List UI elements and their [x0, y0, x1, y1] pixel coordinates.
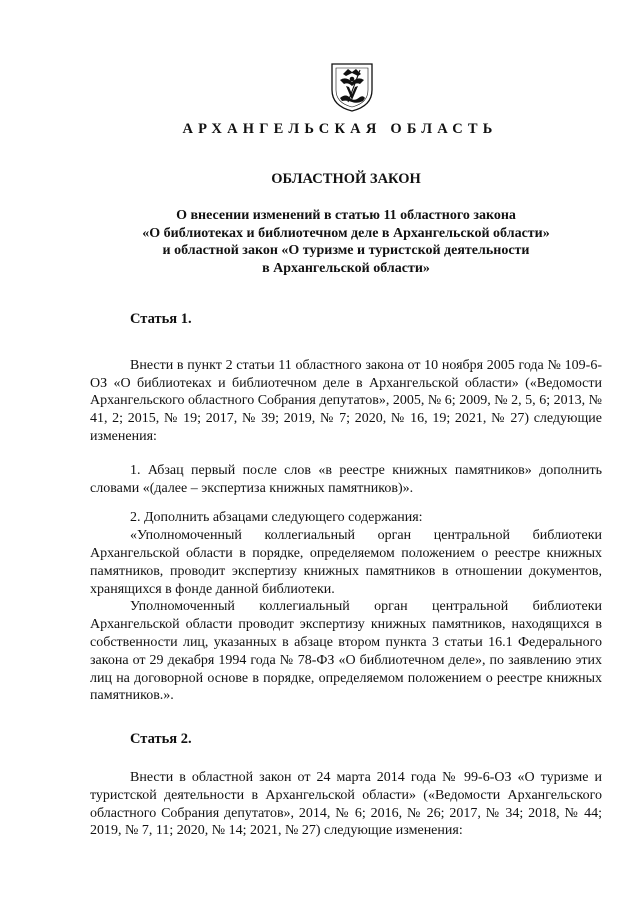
arkhangelsk-coat-of-arms-icon [330, 60, 374, 112]
law-title-line: в Архангельской области» [262, 260, 430, 276]
law-title [90, 207, 602, 277]
article-1-quote-2: Уполномоченный коллегиальный орган центральной библиотеки Архангельской области проводит экспертизу книжных памятников, находящихся в собственности лиц, указанных в абзаце втором пункта 3 статьи 16.1 Федерального закона от 29 декабря 1994 года № 78-ФЗ «О библиотечном деле», по заявлению этих лиц на договорной основе в порядке, определяемом положением о реестре книжных памятников.». [90, 599, 602, 704]
law-type: ОБЛАСТНОЙ ЗАКОН [271, 171, 421, 187]
region-name: АРХАНГЕЛЬСКАЯ ОБЛАСТЬ [182, 121, 498, 137]
article-2-intro: Внести в областной закон от 24 марта 2014 года № 99-6-ОЗ «О туризме и туристской деятельности в Архангельской области» («Ведомости Архангельского областного Собрания депутатов», 2014, № 6; 2016, № 26; 2017, № 34; 2018, № 44; 2019, № 7, 11; 2020, № 14; 2021, № 27) следующие изменения: [90, 769, 602, 839]
article-1-intro: Внести в пункт 2 статьи 11 областного закона от 10 ноября 2005 года № 109-6-ОЗ «О библиотеках и библиотечном деле в Архангельской области» («Ведомости Архангельского областного Собрания депутатов», 2005, № 6; 2009, № 2, 5, 6; 2013, № 41, 2; 2015, № 19; 2017, № 39; 2019, № 7; 2020, № 16, 19; 2021, № 27) следующие изменения: [90, 357, 602, 444]
article-2-heading: Статья 2. [130, 731, 192, 748]
article-1-item-1: 1. Абзац первый после слов «в реестре книжных памятников» дополнить словами «(далее – экспертиза книжных памятников)». [90, 462, 602, 496]
law-body [90, 311, 602, 840]
law-title-line: и областной закон «О туризме и туристской деятельности [162, 243, 530, 258]
law-title-line: О внесении изменений в статью 11 областного закона [176, 208, 516, 223]
law-title-line: «О библиотеках и библиотечном деле в Архангельской области» [142, 225, 550, 241]
article-1-heading: Статья 1. [130, 311, 192, 327]
article-1-quote-1: «Уполномоченный коллегиальный орган центральной библиотеки Архангельской области в порядке, определяемом положением о реестре книжных памятников, проводит экспертизу книжных памятников в отношении документов, хранящихся в фонде данной библиотеки. [90, 528, 602, 597]
article-1-item-2: 2. Дополнить абзацами следующего содержания: [130, 510, 423, 526]
